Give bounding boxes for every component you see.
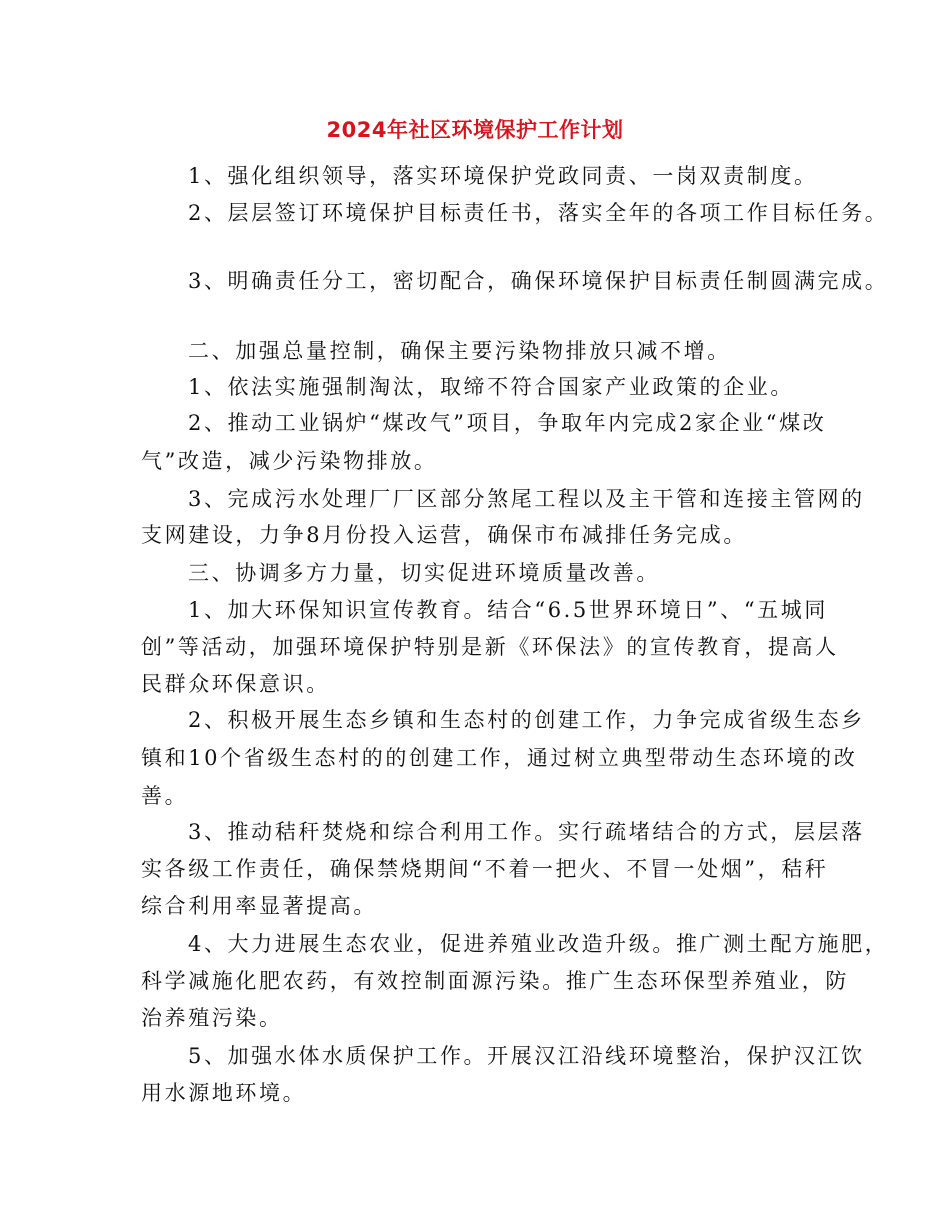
paragraph-line: 支网建设，力争8月份投入运营，确保市布减排任务完成。 [141, 523, 747, 547]
paragraph-line: 创”等活动，加强环境保护特别是新《环保法》的宣传教育，提高人 [141, 635, 839, 659]
paragraph-line: 2、推动工业锅炉“煤改气”项目，争取年内完成2家企业“煤改 [188, 411, 827, 435]
paragraph-line: 1、强化组织领导，落实环境保护党政同责、一岗双责制度。 [188, 164, 818, 188]
paragraph-line: 气”改造，减少污染物排放。 [141, 449, 438, 473]
paragraph-line: 科学减施化肥农药，有效控制面源污染。推广生态环保型养殖业，防 [141, 969, 849, 993]
paragraph-line: 3、推动秸秆焚烧和综合利用工作。实行疏堵结合的方式，层层落 [188, 820, 865, 844]
document-title: 2024年社区环境保护工作计划 [326, 118, 624, 142]
paragraph-line: 3、明确责任分工，密切配合，确保环境保护目标责任制圆满完成。 [188, 269, 889, 293]
paragraph-line: 民群众环保意识。 [141, 672, 330, 696]
paragraph-line: 1、加大环保知识宣传教育。结合“6.5世界环境日”、“五城同 [188, 598, 828, 622]
paragraph-line: 用水源地环境。 [141, 1081, 307, 1105]
section-heading: 三、协调多方力量，切实促进环境质量改善。 [188, 561, 660, 585]
paragraph-line: 治养殖污染。 [141, 1006, 283, 1030]
paragraph-line: 3、完成污水处理厂厂区部分煞尾工程以及主干管和连接主管网的 [188, 487, 865, 511]
section-heading: 二、加强总量控制，确保主要污染物排放只减不增。 [188, 339, 731, 363]
paragraph-line: 镇和10个省级生态村的的创建工作，通过树立典型带动生态环境的改 [141, 746, 858, 770]
paragraph-line: 2、层层签订环境保护目标责任书，落实全年的各项工作目标任务。 [188, 201, 889, 225]
paragraph-line: 5、加强水体水质保护工作。开展汉江沿线环境整治，保护汉江饮 [188, 1044, 865, 1068]
paragraph-line: 善。 [141, 784, 189, 808]
paragraph-line: 2、积极开展生态乡镇和生态村的创建工作，力争完成省级生态乡 [188, 708, 865, 732]
paragraph-line: 实各级工作责任，确保禁烧期间“不着一把火、不冒一处烟”，秸秆 [141, 857, 829, 881]
paragraph-line: 4、大力进展生态农业，促进养殖业改造升级。推广测土配方施肥， [188, 932, 889, 956]
paragraph-line: 综合利用率显著提高。 [141, 894, 377, 918]
paragraph-line: 1、依法实施强制淘汰，取缔不符合国家产业政策的企业。 [188, 375, 794, 399]
